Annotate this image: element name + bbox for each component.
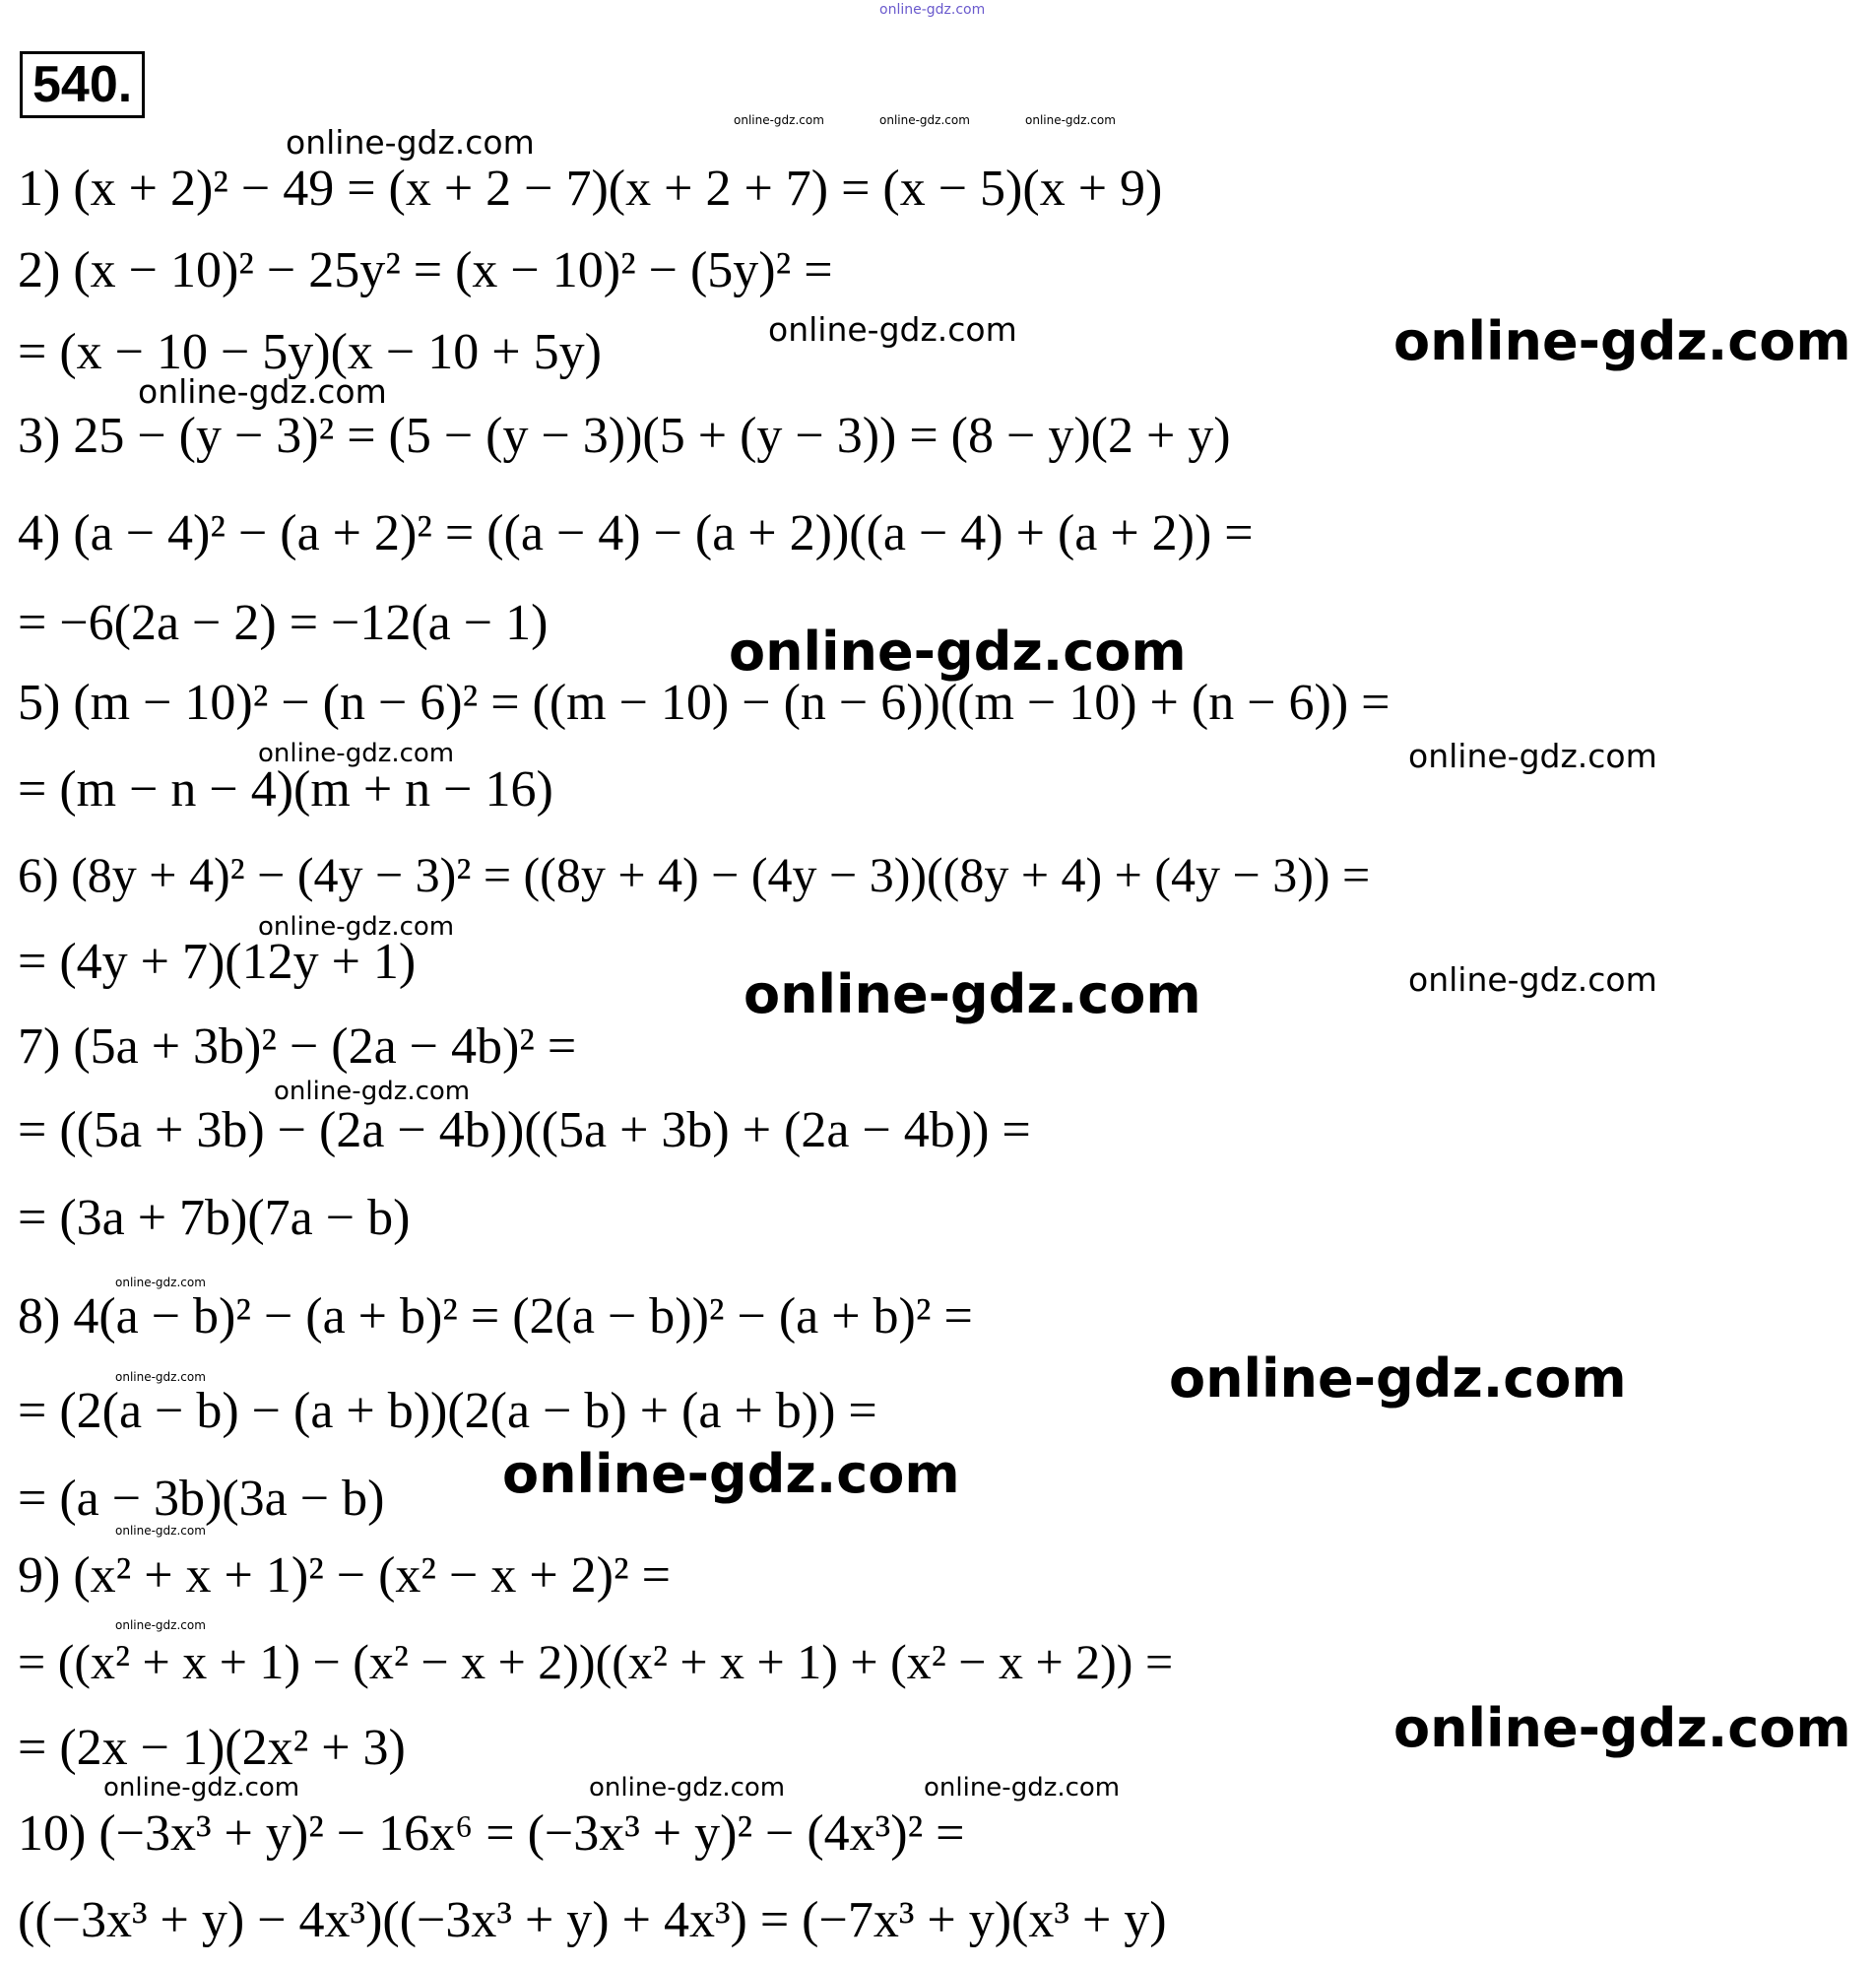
equation-line-4: 3) 25 − (y − 3)² = (5 − (y − 3))(5 + (y − 3)) = (8 − y)(2 + y) (18, 408, 1231, 464)
equation-line-13: = (3a + 7b)(7a − b) (18, 1190, 411, 1246)
equation-line-20: 10) (−3x³ + y)² − 16x⁶ = (−3x³ + y)² − (4x³)² = (18, 1805, 965, 1862)
watermark: online-gdz.com (1025, 113, 1116, 127)
watermark: online-gdz.com (286, 123, 535, 162)
watermark: online-gdz.com (103, 1773, 300, 1803)
equation-line-11: 7) (5a + 3b)² − (2a − 4b)² = (18, 1018, 577, 1075)
watermark: online-gdz.com (744, 963, 1201, 1025)
equation-line-8: = (m − n − 4)(m + n − 16) (18, 761, 553, 818)
watermark: online-gdz.com (589, 1773, 786, 1803)
equation-line-9: 6) (8y + 4)² − (4y − 3)² = ((8y + 4) − (4y − 3))((8y + 4) + (4y − 3)) = (18, 847, 1371, 902)
watermark: online-gdz.com (1393, 310, 1851, 372)
watermark: online-gdz.com (258, 739, 455, 768)
equation-line-15: = (2(a − b) − (a + b))(2(a − b) + (a + b)) = (18, 1383, 877, 1439)
equation-line-2: 2) (x − 10)² − 25y² = (x − 10)² − (5y)² = (18, 242, 833, 298)
equation-line-17: 9) (x² + x + 1)² − (x² − x + 2)² = (18, 1547, 671, 1604)
watermark: online-gdz.com (115, 1276, 206, 1289)
equation-line-5: 4) (a − 4)² − (a + 2)² = ((a − 4) − (a + 2))((a − 4) + (a + 2)) = (18, 505, 1254, 561)
watermark: online-gdz.com (924, 1773, 1121, 1803)
watermark: online-gdz.com (274, 1077, 471, 1106)
equation-line-21: ((−3x³ + y) − 4x³)((−3x³ + y) + 4x³) = (−7x³ + y)(x³ + y) (18, 1892, 1167, 1948)
watermark: online-gdz.com (768, 310, 1017, 349)
watermark: online-gdz.com (258, 912, 455, 942)
watermark: online-gdz.com (1408, 737, 1657, 775)
watermark: online-gdz.com (879, 113, 970, 127)
equation-line-6: = −6(2a − 2) = −12(a − 1) (18, 595, 549, 651)
equation-line-19: = (2x − 1)(2x² + 3) (18, 1720, 406, 1776)
equation-line-12: = ((5a + 3b) − (2a − 4b))((5a + 3b) + (2a − 4b)) = (18, 1102, 1031, 1158)
watermark: online-gdz.com (138, 372, 387, 411)
equation-line-14: 8) 4(a − b)² − (a + b)² = (2(a − b))² − (a + b)² = (18, 1288, 973, 1344)
watermark: online-gdz.com (1393, 1697, 1851, 1759)
equation-line-3: = (x − 10 − 5y)(x − 10 + 5y) (18, 324, 602, 380)
equation-line-7: 5) (m − 10)² − (n − 6)² = ((m − 10) − (n − 6))((m − 10) + (n − 6)) = (18, 675, 1391, 731)
watermark: online-gdz.com (1169, 1347, 1627, 1410)
watermark: online-gdz.com (115, 1524, 206, 1538)
watermark: online-gdz.com (502, 1443, 960, 1505)
equation-line-18: = ((x² + x + 1) − (x² − x + 2))((x² + x + 1) + (x² − x + 2)) = (18, 1634, 1174, 1689)
problem-number: 540. (20, 51, 145, 118)
watermark: online-gdz.com (734, 113, 824, 127)
equation-line-16: = (a − 3b)(3a − b) (18, 1471, 385, 1527)
equation-line-10: = (4y + 7)(12y + 1) (18, 934, 417, 990)
equation-line-1: 1) (x + 2)² − 49 = (x + 2 − 7)(x + 2 + 7) = (x − 5)(x + 9) (18, 161, 1163, 217)
watermark: online-gdz.com (115, 1370, 206, 1384)
watermark-top: online-gdz.com (879, 2, 986, 18)
watermark: online-gdz.com (1408, 960, 1657, 999)
watermark: online-gdz.com (729, 621, 1187, 683)
watermark: online-gdz.com (115, 1618, 206, 1632)
